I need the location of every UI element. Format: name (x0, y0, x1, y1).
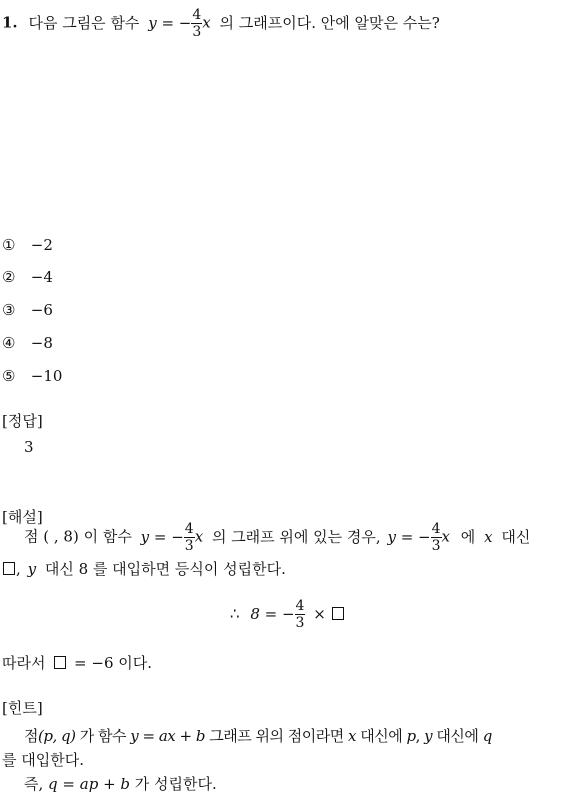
choice-mark: ① (2, 236, 16, 254)
choice-value: −2 (30, 236, 53, 254)
hint-line-3 (24, 773, 217, 794)
explanation-text: 의 그래프 위에 있는 경우, (211, 527, 381, 546)
hint-var: q (482, 727, 492, 745)
explanation-line-2 (2, 558, 286, 579)
explanation-eq: y = − (387, 527, 431, 546)
hint-eq: y = ax + b (130, 727, 205, 745)
formula-fraction (295, 599, 306, 630)
hint-var: x (347, 727, 356, 745)
choice-item[interactable] (2, 236, 53, 254)
hint-text: 즉, (24, 775, 44, 793)
fraction-numerator: 4 (295, 598, 305, 614)
blank-box-icon (332, 607, 344, 620)
fraction-denominator: 3 (431, 538, 441, 554)
hint-line-1 (24, 725, 492, 746)
choice-value: −6 (30, 301, 53, 319)
hint-var: y (424, 727, 433, 745)
hint-text: 그래프 위의 점이라면 (209, 727, 344, 745)
explanation-text: 에 (460, 527, 476, 546)
choice-value: −4 (30, 268, 53, 286)
hint-text: 대신에 (360, 727, 403, 745)
choice-item[interactable] (2, 334, 53, 352)
choice-item[interactable] (2, 268, 53, 286)
question-eq-var: x (202, 13, 211, 32)
question-fraction (191, 8, 202, 39)
hint-text: 가 함수 (79, 727, 126, 745)
explanation-fraction (431, 522, 442, 553)
hint-line-2: 를 대입한다. (2, 751, 84, 769)
explanation-line-4 (2, 652, 152, 673)
therefore-symbol: ∴ (230, 604, 240, 623)
answer-value: 3 (24, 438, 34, 456)
explanation-line-1 (24, 522, 530, 553)
hint-var: p (406, 727, 416, 745)
explanation-text: 대신 8 를 대입하면 등식이 성립한다. (44, 560, 286, 578)
explanation-formula (230, 599, 345, 630)
question-line (2, 8, 440, 39)
question-number: 1. (2, 13, 18, 32)
choice-item[interactable] (2, 367, 62, 385)
fraction-numerator: 4 (184, 521, 194, 537)
explanation-var: x (484, 527, 493, 546)
hint-text: 가 성립한다. (134, 775, 217, 793)
fraction-denominator: 3 (295, 615, 305, 631)
explanation-var: x (441, 527, 451, 546)
hint-text: 점 (24, 727, 38, 745)
hint-text: 대신에 (436, 727, 479, 745)
formula-lhs: 8 = − (250, 604, 295, 623)
choice-mark: ③ (2, 301, 16, 319)
explanation-eq: y = − (140, 527, 184, 546)
hint-text: , (415, 727, 420, 745)
choice-item[interactable] (2, 301, 53, 319)
fraction-numerator: 4 (192, 7, 202, 23)
explanation-fraction (184, 522, 195, 553)
times-symbol: × (313, 604, 326, 623)
answer-heading: [정답] (2, 412, 43, 430)
choice-value: −10 (30, 367, 63, 385)
explanation-text: , (16, 560, 21, 578)
question-text-before: 다음 그림은 함수 (28, 13, 140, 32)
fraction-denominator: 3 (192, 24, 202, 40)
choice-mark: ④ (2, 334, 16, 352)
question-text-after: 의 그래프이다. 안에 알맞은 수는? (219, 13, 440, 32)
graph-area (40, 40, 340, 230)
hint-point: (p, q) (38, 727, 76, 745)
explanation-var: x (194, 527, 204, 546)
explanation-text: 점 ( , 8) 이 함수 (24, 527, 132, 546)
explanation-text: 따라서 (2, 654, 46, 672)
explanation-var: y (27, 560, 37, 578)
hint-eq: q = ap + b (48, 775, 131, 793)
explanation-text: 대신 (501, 527, 531, 546)
blank-box-icon (54, 656, 66, 669)
choice-mark: ⑤ (2, 367, 16, 385)
fraction-denominator: 3 (184, 538, 194, 554)
choice-value: −8 (30, 334, 53, 352)
fraction-numerator: 4 (431, 521, 441, 537)
question-eq-lhs: y = − (148, 13, 192, 32)
hint-heading: [힌트] (2, 699, 43, 717)
explanation-heading: [해설] (2, 508, 43, 526)
choice-mark: ② (2, 268, 16, 286)
explanation-text: = −6 이다. (74, 654, 153, 672)
blank-box-icon (3, 562, 15, 575)
